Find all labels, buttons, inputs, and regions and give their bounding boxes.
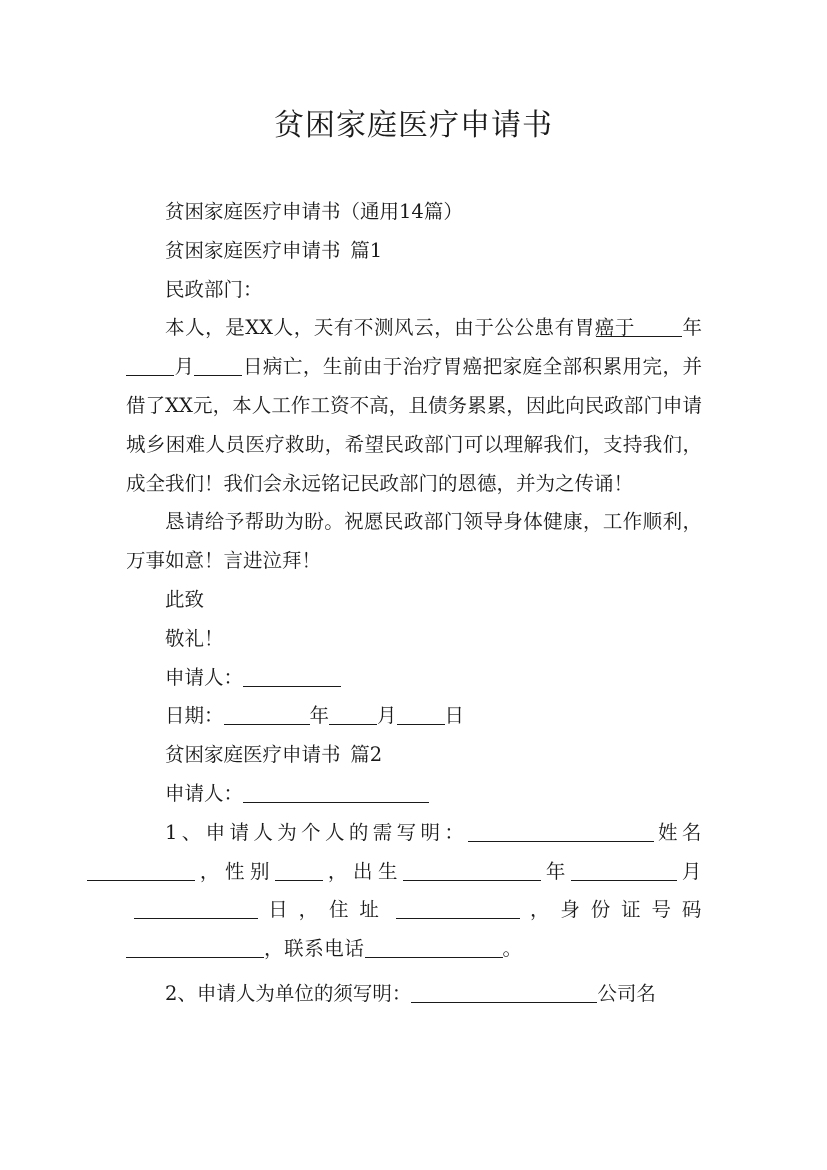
applicant2-line: 申请人： bbox=[126, 775, 702, 814]
blank-field bbox=[126, 937, 264, 958]
blank-field bbox=[87, 859, 195, 880]
closing-2: 敬礼！ bbox=[165, 626, 224, 650]
blank-field bbox=[224, 704, 310, 725]
blank-field bbox=[275, 859, 323, 880]
section-heading-1: 贫困家庭医疗申请书 篇1 bbox=[165, 238, 383, 262]
blank-field bbox=[329, 704, 377, 725]
blank-field bbox=[403, 859, 541, 880]
addressee: 民政部门： bbox=[165, 277, 263, 301]
page-title: 贫困家庭医疗申请书 bbox=[274, 108, 553, 143]
date-line: 日期： 年 月 日 bbox=[165, 704, 465, 728]
blank-field bbox=[365, 937, 503, 958]
subtitle: 贫困家庭医疗申请书（通用14篇） bbox=[165, 200, 463, 223]
applicant-line: 申请人： bbox=[126, 659, 702, 698]
blank-field bbox=[571, 859, 677, 880]
item-1: 1、申请人为个人的需写明： 姓名，性别 ，出生 年 月日，住址 ，身份证号码，联系电话 。 bbox=[126, 814, 702, 969]
closing-1: 此致 bbox=[165, 587, 205, 611]
blank-field bbox=[243, 665, 341, 686]
blank-field bbox=[397, 704, 445, 725]
paragraph-2: 恳请给予帮助为盼。祝愿民政部门领导身体健康，工作顺利，万事如意！言进泣拜！ bbox=[126, 510, 702, 573]
blank-field bbox=[468, 820, 654, 841]
blank-field bbox=[126, 355, 174, 376]
paragraph-1: 本人，是XX人，天有不测风云，由于公公患有胃癌于 年月 日病亡，生前由于治疗胃癌把家庭全部积累用完，并借了XX元，本人工作工资不高，且债务累累，因此向民政部门申请城乡困难人员医疗救助，希望民政部门可以理解我们，支持我们，成全我们！我们会永远铭记民政部门的恩德，并为之传诵！ bbox=[126, 316, 702, 495]
blank-field bbox=[194, 355, 242, 376]
section-heading-2: 贫困家庭医疗申请书 篇2 bbox=[165, 743, 383, 767]
blank-field bbox=[411, 981, 597, 1002]
blank-field bbox=[134, 898, 258, 919]
item-2: 2、申请人为单位的须写明： 公司名 bbox=[165, 981, 656, 1005]
document-body bbox=[126, 193, 702, 1014]
blank-field bbox=[596, 316, 682, 337]
blank-field bbox=[396, 898, 520, 919]
blank-field bbox=[243, 781, 429, 802]
